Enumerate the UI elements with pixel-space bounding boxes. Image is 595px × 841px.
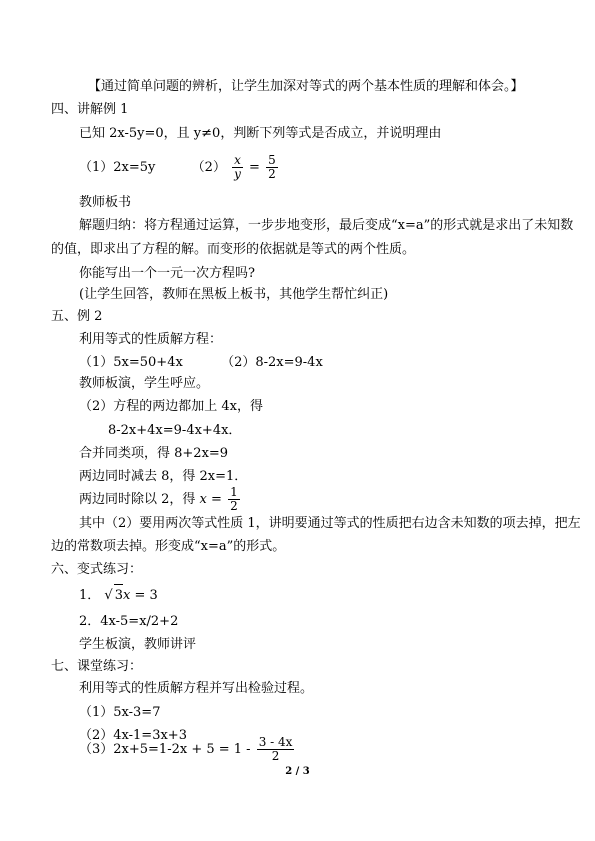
example1-q1: （1）2x=5y [79,160,156,175]
example2-equations [79,355,323,371]
fraction-numerator: 1 [230,485,238,499]
example2-intro: 利用等式的性质解方程： [79,332,223,347]
variable-x: x [123,588,131,603]
explain-line-1: 其中（2）要用两次等式性质 1，讲明要通过等式的性质把右边含未知数的项去掉，把左 [79,516,581,531]
section-heading-7: 七、课堂练习： [51,659,143,674]
solution-step-5-text: 两边同时除以 2，得 [79,492,196,507]
fraction-3-minus-4x-over-2 [257,736,295,763]
summary-line-1: 解题归纳：将方程通过运算，一步步地变形，最后变成“x=a”的形式就是求出了未知数 [79,218,574,233]
teacher-board-note: 教师板书 [79,195,132,210]
example1-q2-label: （2） [191,160,226,175]
variant-exercise-1 [79,584,158,607]
fraction-x-over-y [232,154,243,181]
fraction-denominator: 2 [230,499,238,513]
fraction-1-over-2 [228,486,240,513]
fraction-numerator: 5 [268,153,276,167]
practice-note: 学生板演，教师讲评 [79,637,197,652]
teacher-demo-note: 教师板演，学生呼应。 [79,376,210,391]
equals-sign: = [249,160,260,175]
equals-sign: = [211,492,222,507]
classwork-task: 利用等式的性质解方程并写出检验过程。 [79,681,314,696]
solution-step-3: 合并同类项，得 8+2x=9 [79,446,229,461]
student-answer-note: (让学生回答，教师在黑板上板书，其他学生帮忙纠正) [79,287,389,302]
classwork-eq2: （2）4x-1=3x+3 [79,728,187,743]
example1-items [79,151,280,185]
variable-x: x [199,492,207,507]
fraction-5-over-2 [266,154,278,181]
section-heading-4: 四、讲解例 1 [51,102,129,117]
classwork-eq3 [79,735,296,765]
summary-line-2: 的值，即求出了方程的解。而变形的依据就是等式的两个性质。 [51,242,416,257]
classwork-eq1: （1）5x-3=7 [79,705,161,720]
solution-step-1: （2）方程的两边都加上 4x，得 [79,399,264,414]
sqrt-radicand: 3 [114,584,123,607]
solution-step-2: 8-2x+4x=9-4x+4x． [108,423,242,438]
example2-eq2: （2）8-2x=9-4x [221,355,323,370]
example2-eq1: （1）5x=50+4x [79,355,183,370]
explain-line-2: 边的常数项去掉。形变成“x=a”的形式。 [51,539,286,554]
page-number: 2 / 3 [285,766,310,777]
fraction-denominator: 2 [268,167,276,181]
variant-1-rest: = 3 [130,588,158,603]
variant-exercise-2: 2．4x-5=x/2+2 [79,614,179,629]
example1-given: 已知 2x-5y=0，且 y≠0，判断下列等式是否成立，并说明理由 [79,126,442,141]
sqrt-icon: √ [104,588,113,603]
classwork-eq3-text: （3）2x+5=1-2x + 5 = 1 - [79,742,251,757]
solution-step-4: 两边同时减去 8，得 2x=1． [79,469,248,484]
fraction-denominator: y [234,167,241,181]
intro-note: 【通过简单问题的辨析，让学生加深对等式的两个基本性质的理解和体会。】 [88,79,524,94]
variant-1-label: 1． [79,588,101,603]
fraction-denominator: 2 [271,749,280,763]
solution-step-5 [79,482,242,518]
fraction-numerator: 3 - 4x [258,735,293,749]
fraction-numerator: x [234,153,241,167]
section-heading-6: 六、变式练习： [51,562,143,577]
question-line: 你能写出一个一元一次方程吗? [79,266,255,281]
section-heading-5: 五、例 2 [51,309,103,324]
